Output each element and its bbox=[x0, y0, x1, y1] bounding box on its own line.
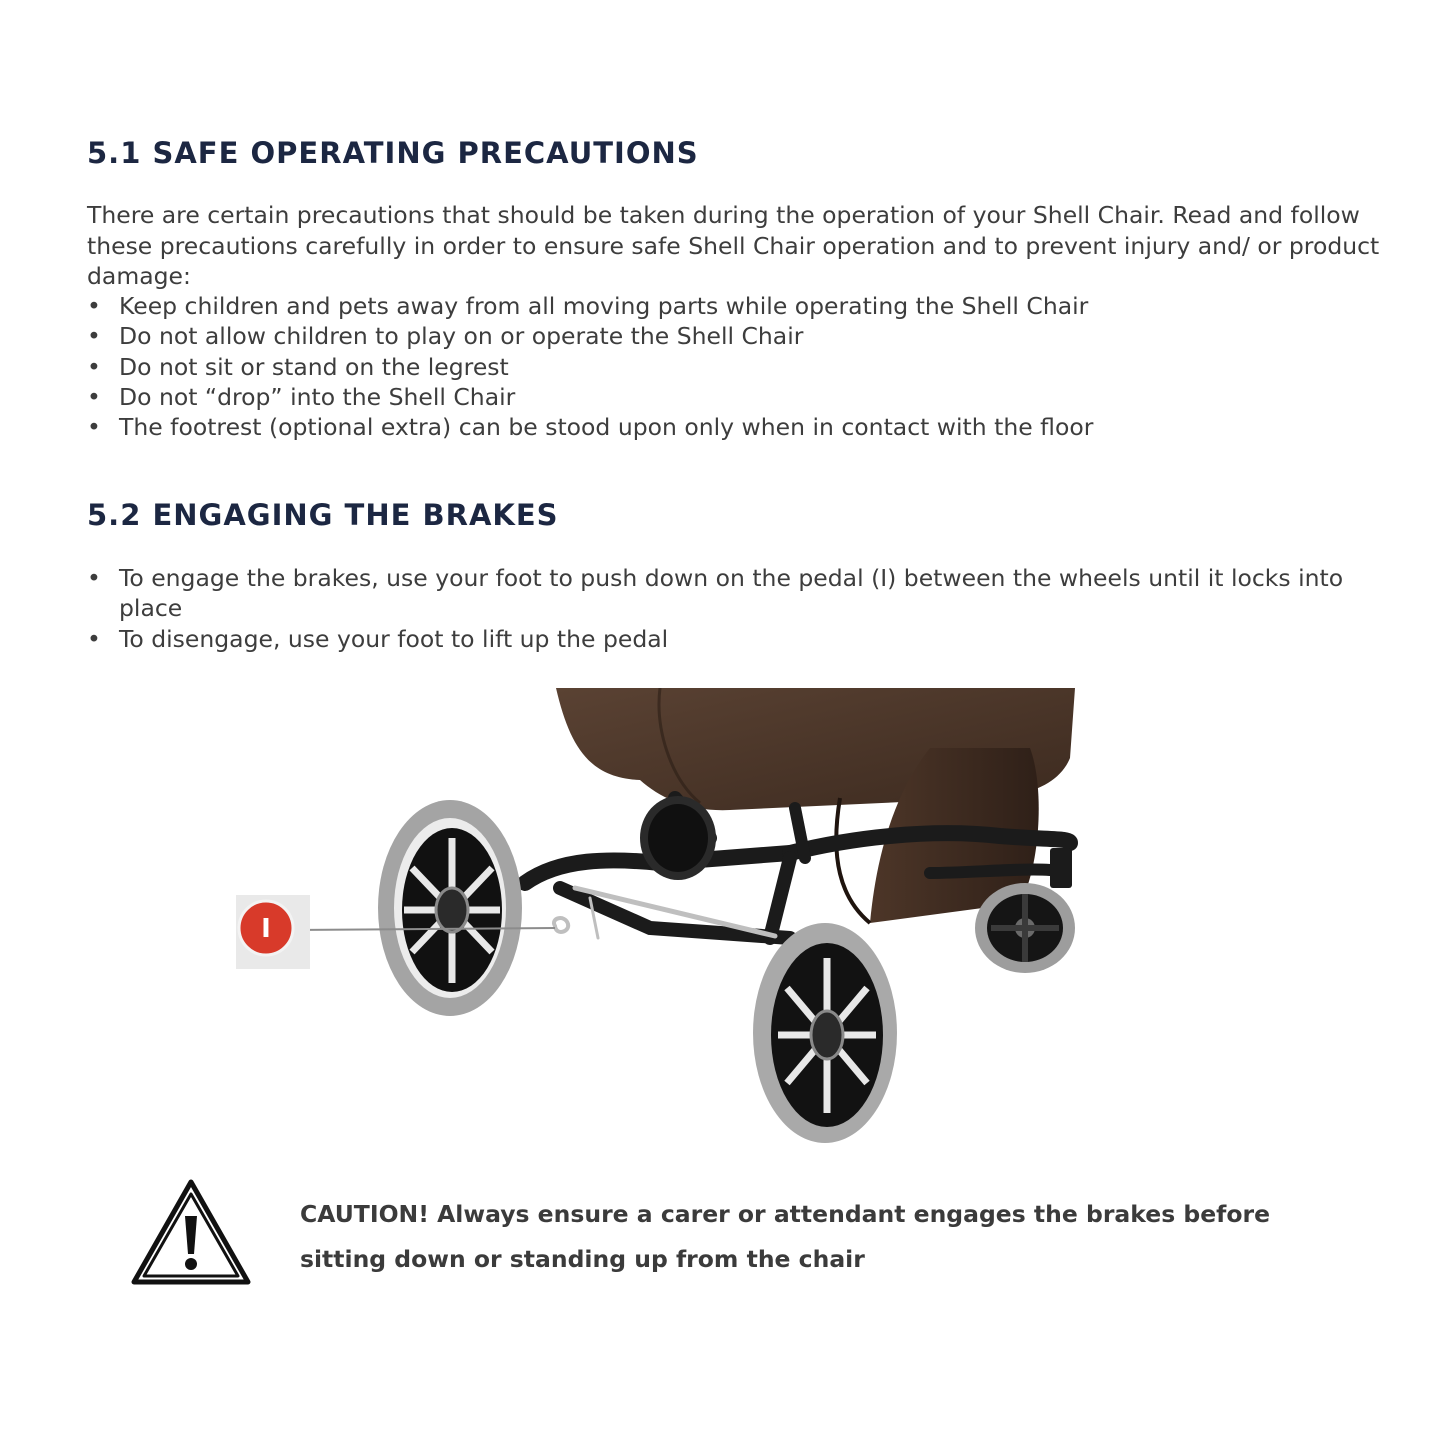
list-item: • Do not sit or stand on the legrest bbox=[87, 352, 1387, 382]
callout-label: I bbox=[261, 914, 271, 944]
list-item: • To disengage, use your foot to lift up the pedal bbox=[87, 624, 1387, 654]
section-5-2-heading: 5.2 ENGAGING THE BRAKES bbox=[87, 498, 559, 532]
section-5-1-heading: 5.1 SAFE OPERATING PRECAUTIONS bbox=[87, 136, 699, 170]
front-main-wheel bbox=[753, 923, 897, 1143]
seat-upholstery bbox=[556, 688, 1075, 923]
list-item: • Keep children and pets away from all moving parts while operating the Shell Chair bbox=[87, 291, 1387, 321]
left-main-wheel bbox=[378, 800, 522, 1016]
brakes-list bbox=[87, 563, 1387, 654]
list-item: • The footrest (optional extra) can be stood upon only when in contact with the floor bbox=[87, 412, 1387, 442]
list-item: • Do not allow children to play on or operate the Shell Chair bbox=[87, 321, 1387, 351]
section-5-1-intro: There are certain precautions that should be taken during the operation of your Shell Chair. Read and follow these precautions carefully in order to ensure safe Shell Chair operation and to prevent injury and/ or product damage: bbox=[87, 201, 1380, 290]
chair-base-photo bbox=[230, 688, 1090, 1148]
precautions-list bbox=[87, 291, 1387, 442]
caution-text: CAUTION! Always ensure a carer or attendant engages the brakes before sitting down or standing up from the chair bbox=[300, 1200, 1271, 1273]
list-item: • To engage the brakes, use your foot to push down on the pedal (I) between the wheels until it locks into place bbox=[87, 563, 1387, 624]
caster-wheel bbox=[975, 883, 1075, 973]
rear-left-wheel bbox=[640, 796, 716, 880]
warning-triangle-icon bbox=[130, 1178, 252, 1288]
list-item: • Do not “drop” into the Shell Chair bbox=[87, 382, 1387, 412]
